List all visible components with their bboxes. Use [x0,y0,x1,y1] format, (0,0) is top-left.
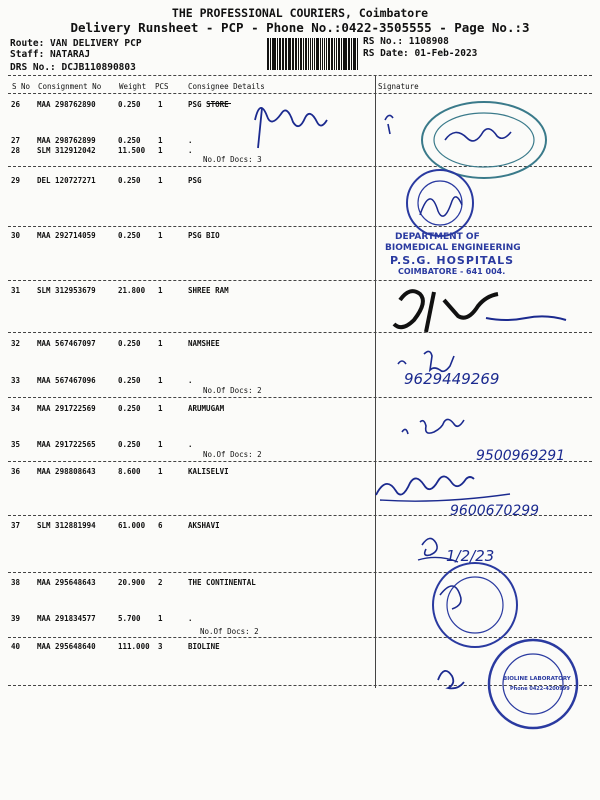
signature-scribble [255,108,327,126]
row-pcs: 1 [158,231,163,240]
row-consignee: THE CONTINENTAL [188,578,256,587]
row-consignment-no: MAA 291722569 [37,404,96,413]
row-consignment-no: MAA 292714059 [37,231,96,240]
row-pcs: 1 [158,440,163,449]
row-consignment-no: MAA 567467096 [37,376,96,385]
row-consignee: PSG [188,176,202,185]
row-pcs: 1 [158,339,163,348]
bioline-stamp-phone: Phone 0422-4200999 [510,686,570,692]
row-pcs: 1 [158,136,163,145]
handwritten-date: 1/2/23 [446,547,495,565]
row-pcs: 1 [158,100,163,109]
row-consignee: PSG BIO [188,231,220,240]
bioline-stamp-inner [503,654,563,714]
signature-scribble [402,419,464,434]
row-weight: 20.900 [118,578,146,587]
docs-count-note: No.Of Docs: 2 [203,450,262,459]
route-label: Route: VAN DELIVERY PCP [10,38,142,49]
drs-number: DRS No.: DCJB110890803 [10,62,136,73]
row-consignee: . [188,440,193,449]
row-pcs: 1 [158,286,163,295]
row-consignment-no: MAA 567467097 [37,339,96,348]
handwritten-phone: 9600670299 [450,503,540,519]
row-consignee: SHREE RAM [188,286,229,295]
column-header-sno: S No [12,82,31,91]
signature-scribble [385,115,393,134]
row-weight: 61.000 [118,521,146,530]
row-weight: 0.250 [118,440,141,449]
rs-date: RS Date: 01-Feb-2023 [363,48,478,59]
row-weight: 0.250 [118,404,141,413]
row-pcs: 3 [158,642,163,651]
staff-label: Staff: NATARAJ [10,49,91,60]
row-consignee: . [188,376,193,385]
signature-scribble [376,476,474,495]
signature-scribble [440,586,461,609]
signature-scribble [420,197,462,216]
pharmacy-stamp-inner [434,113,534,167]
dept-stamp-line: DEPARTMENT OF [395,232,480,242]
row-weight: 5.700 [118,614,141,623]
row-sno: 28 [11,146,21,155]
row-weight: 0.250 [118,339,141,348]
row-consignment-no: MAA 291722565 [37,440,96,449]
row-consignee: . [188,136,193,145]
row-consignee: KALISELVI [188,467,229,476]
row-consignment-no: MAA 298762899 [37,136,96,145]
row-consignment-no: SLM 312953679 [37,286,96,295]
row-weight: 0.250 [118,231,141,240]
row-pcs: 1 [158,404,163,413]
column-header-consignee: Consignee Details [188,82,265,91]
row-weight: 0.250 [118,376,141,385]
column-header-consignment: Consignment No [38,82,102,91]
signature-scribble [426,292,498,332]
row-sno: 35 [11,440,21,449]
row-consignment-no: MAA 298762890 [37,100,96,109]
row-consignment-no: SLM 312912042 [37,146,96,155]
row-sno: 30 [11,231,21,240]
handwritten-phone: 9629449269 [404,370,500,388]
row-consignee: BIOLINE [188,642,220,651]
row-consignment-no: DEL 120727271 [37,176,96,185]
row-consignee: PSG STORE [188,100,229,109]
row-pcs: 1 [158,176,163,185]
row-pcs: 1 [158,146,163,155]
signature-scribble [486,316,566,320]
row-sno: 40 [11,642,21,651]
docs-count-note: No.Of Docs: 2 [203,386,262,395]
row-weight: 0.250 [118,176,141,185]
column-header-pcs: PCS [155,82,169,91]
row-consignee: AKSHAVI [188,521,220,530]
row-consignee: . [188,146,193,155]
rs-number: RS No.: 1108908 [363,36,449,47]
row-sno: 34 [11,404,21,413]
row-weight: 11.500 [118,146,146,155]
row-weight: 0.250 [118,136,141,145]
row-sno: 33 [11,376,21,385]
row-sno: 26 [11,100,21,109]
docs-count-note: No.Of Docs: 2 [200,627,259,636]
handwritten-phone: 9500969291 [476,448,566,464]
row-sno: 36 [11,467,21,476]
row-consignment-no: SLM 312881994 [37,521,96,530]
row-weight: 0.250 [118,100,141,109]
row-consignment-no: MAA 295648643 [37,578,96,587]
row-sno: 39 [11,614,21,623]
row-weight: 111.000 [118,642,150,651]
row-consignment-no: MAA 291834577 [37,614,96,623]
signature-scribble [258,108,262,148]
dept-stamp-line: COIMBATORE - 641 004. [398,267,506,276]
dept-stamp-line: P.S.G. HOSPITALS [390,254,515,267]
row-sno: 29 [11,176,21,185]
row-pcs: 1 [158,614,163,623]
row-sno: 38 [11,578,21,587]
row-pcs: 6 [158,521,163,530]
bioline-stamp [489,640,577,728]
column-header-signature: Signature [378,82,419,91]
continental-stamp-inner [447,577,503,633]
row-pcs: 1 [158,467,163,476]
signature-scribble [394,291,423,327]
psg-hospitals-stamp [407,170,473,236]
row-weight: 21.800 [118,286,146,295]
row-weight: 8.600 [118,467,141,476]
row-consignee: . [188,614,193,623]
signature-scribble [445,129,511,141]
bioline-stamp-text: BIOLINE LABORATORY [503,676,571,682]
column-header-weight: Weight [119,82,147,91]
docs-count-note: No.Of Docs: 3 [203,155,262,164]
signature-scribble [438,671,464,689]
row-pcs: 1 [158,376,163,385]
row-consignee: NAMSHEE [188,339,220,348]
signature-scribble [398,351,454,371]
row-sno: 32 [11,339,21,348]
document-subtitle: Delivery Runsheet - PCP - Phone No.:0422-3505555 - Page No.:3 [70,20,530,35]
row-consignment-no: MAA 295648640 [37,642,96,651]
row-sno: 37 [11,521,21,530]
continental-stamp [433,563,517,647]
document-title: THE PROFESSIONAL COURIERS, Coimbatore [171,6,429,20]
signature-scribble [422,538,437,555]
row-sno: 27 [11,136,21,145]
row-consignee: ARUMUGAM [188,404,225,413]
row-consignment-no: MAA 298808643 [37,467,96,476]
row-sno: 31 [11,286,21,295]
row-pcs: 2 [158,578,163,587]
dept-stamp-line: BIOMEDICAL ENGINEERING [385,243,521,253]
